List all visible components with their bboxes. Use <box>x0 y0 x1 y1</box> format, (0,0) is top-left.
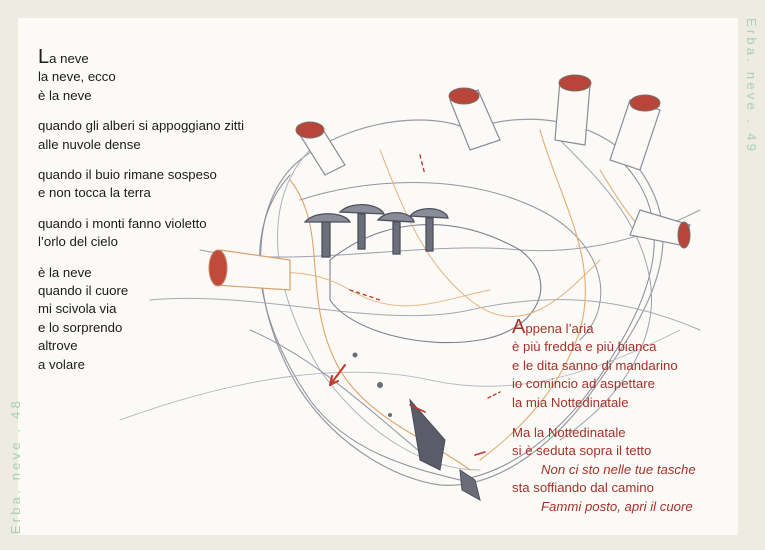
drop-cap: L <box>38 46 50 68</box>
page-number-left: Erba. neve . 48 <box>8 397 23 534</box>
left-line: quando gli alberi si appoggiano zitti <box>38 118 245 134</box>
left-line: a neve <box>49 51 89 66</box>
right-stanza-1 <box>512 318 696 412</box>
right-line: sta soffiando dal camino <box>512 480 654 496</box>
right-poem <box>512 318 696 528</box>
left-line: e non tocca la terra <box>38 185 151 201</box>
left-stanza-1 <box>38 48 244 105</box>
right-line: io comincio ad aspettare <box>512 376 655 392</box>
left-line: quando i monti fanno violetto <box>38 215 207 231</box>
right-line: Ma la Nottedinatale <box>512 425 626 441</box>
left-line: quando il cuore <box>38 283 129 299</box>
left-line: e lo sorprendo <box>38 319 123 335</box>
right-line: la mia Nottedinatale <box>512 394 629 410</box>
left-line: è la neve <box>38 264 92 280</box>
right-line: si è seduta sopra il tetto <box>512 443 652 459</box>
right-italic-line: Fammi posto, apri il cuore <box>541 498 693 514</box>
right-line: è più fredda e più bianca <box>512 339 657 355</box>
right-line: e le dita sanno di mandarino <box>512 357 678 373</box>
page-number-right: Erba. neve . 49 <box>744 18 759 155</box>
left-line: altrove <box>38 338 78 354</box>
left-stanza-2 <box>38 117 244 154</box>
left-line: a volare <box>38 356 85 372</box>
right-italic-line: Non ci sto nelle tue tasche <box>541 461 696 477</box>
drop-cap: A <box>512 316 526 338</box>
left-stanza-5 <box>38 264 244 374</box>
left-line: mi scivola via <box>38 301 117 317</box>
left-line: è la neve <box>38 87 92 103</box>
left-line: quando il buio rimane sospeso <box>38 167 217 183</box>
left-poem <box>38 48 244 386</box>
left-line: alle nuvole dense <box>38 136 141 152</box>
right-stanza-2 <box>512 424 696 516</box>
right-line: ppena l’aria <box>525 321 594 336</box>
left-line: l’orlo del cielo <box>38 234 118 250</box>
left-stanza-4 <box>38 215 244 252</box>
left-stanza-3 <box>38 166 244 203</box>
left-line: la neve, ecco <box>38 69 116 85</box>
